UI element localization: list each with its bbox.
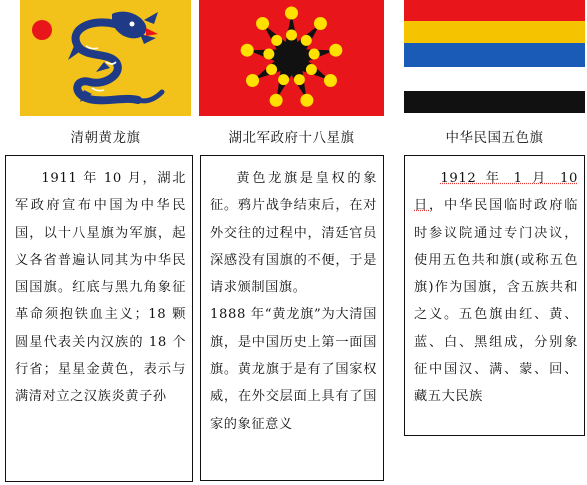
yellow-star-dot xyxy=(309,49,320,60)
yellow-star-dot xyxy=(263,49,274,60)
paragraph: 1888 年“黄龙旗”为大清国旗，是中国历史上第一面国旗。黄龙旗于是有了国家权威，在外交层面上具有了国家的象征意义 xyxy=(210,307,377,432)
yellow-star-dot xyxy=(278,74,289,85)
yellow-star-dot xyxy=(306,64,317,75)
yellow-star-dot xyxy=(294,74,305,85)
five-color-flag xyxy=(404,0,585,116)
red-sun-icon xyxy=(32,20,52,40)
caption-qing-dragon-flag: 清朝黄龙旗 xyxy=(70,130,141,146)
paragraph-rest: ，中华民国临时政府临时参议院通过专门决议，使用五色共和旗(或称五色旗)作为国旗，含五族共和之义。五色旗由红、黄、蓝、白、黑组成，分别象征中国汉、满、蒙、回、藏五大民族 xyxy=(414,198,579,405)
yellow-star-dot xyxy=(314,17,327,30)
paragraph: 黄色龙旗是皇权的象征。鸦片战争结束后，在对外交往的过程中，清廷官员深感没有国旗的不便，于是请求颁制国旗。 xyxy=(210,171,377,296)
white-stripe xyxy=(404,67,585,91)
yellow-star-dot xyxy=(329,44,342,57)
date-text: 1912 年 1 月 10 日 xyxy=(414,171,578,214)
yellow-star-dot xyxy=(266,64,277,75)
yellow-star-dot xyxy=(301,35,312,46)
yellow-star-dot xyxy=(285,7,298,20)
text-box-five-color-flag xyxy=(404,155,585,436)
blue-stripe xyxy=(404,43,585,67)
paragraph: 1911 年 10 月，湖北军政府宣布中国为中华民国，以十八星旗为军旗，起义各省普遍认同其为中华民国国旗。红底与黑九角象征革命须抱铁血主义；18 颗圆星代表关内汉族的 18 个行省；星星金黄色，表示与满清对立之汉族炎黄子孙 xyxy=(15,171,186,405)
yellow-star-dot xyxy=(300,94,313,107)
yellow-star-dot xyxy=(286,30,297,41)
eighteen-star-icon xyxy=(199,0,384,116)
dragon-icon xyxy=(20,0,191,116)
yellow-stripe xyxy=(404,21,585,43)
caption-five-color-flag: 中华民国五色旗 xyxy=(445,130,544,146)
yellow-star-dot xyxy=(256,17,269,30)
qing-dragon-flag xyxy=(20,0,191,116)
yellow-star-dot xyxy=(324,74,337,87)
caption-hubei-flag: 湖北军政府十八星旗 xyxy=(228,130,355,146)
yellow-star-dot xyxy=(270,94,283,107)
text-box-hubei-flag xyxy=(5,155,193,482)
yellow-star-dot xyxy=(241,44,254,57)
yellow-star-dot xyxy=(246,74,259,87)
paragraph xyxy=(414,165,578,411)
yellow-star-dot xyxy=(271,35,282,46)
hubei-eighteen-star-flag xyxy=(199,0,384,116)
text-box-dragon-flag xyxy=(200,155,384,481)
red-stripe xyxy=(404,0,585,21)
black-stripe xyxy=(404,91,585,113)
